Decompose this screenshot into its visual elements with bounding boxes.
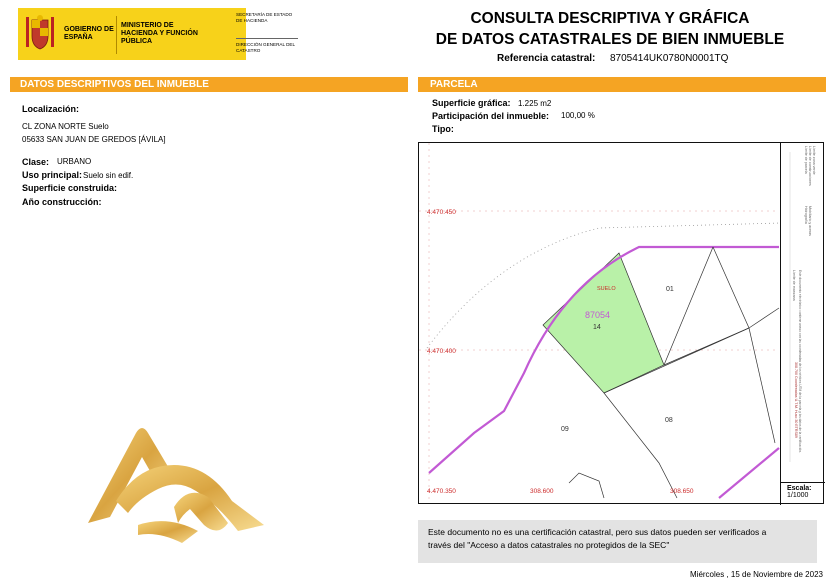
coat-of-arms-icon: [22, 14, 58, 54]
legend-text-4: Hidrografía: [804, 206, 808, 224]
y-label-3: 4.470.350: [427, 488, 456, 495]
direccion-text: DIRECCIÓN GENERAL DEL CATASTRO: [236, 42, 295, 53]
legend-text-7: Este documento electrónico contiene anexo con las coordenadas de los vértices UTM de la parcela y los datos de la certificación.: [798, 270, 802, 453]
superficie-grafica-label: Superficie gráfica:: [432, 98, 511, 108]
notice-box: [418, 520, 817, 563]
y-label-2: 4.470.400: [427, 348, 456, 355]
legend-text-2: Límite de construcciones: [808, 146, 812, 186]
bar-title-a: DATOS DESCRIPTIVOS DEL: [20, 79, 157, 90]
clase-value: URBANO: [57, 157, 92, 166]
x-label-1: 308.600: [530, 488, 554, 495]
gov-line2: MINISTERIO DE HACIENDA Y FUNCIÓN PÚBLICA: [121, 22, 198, 45]
sec-divider: [236, 38, 298, 39]
address-line2: 05633 SAN JUAN DE GREDOS [ÁVILA]: [22, 135, 166, 144]
superficie-construida-label: Superficie construida:: [22, 183, 118, 193]
legend-text-3: Límite zona verde: [812, 146, 816, 175]
escala-label: Escala:: [787, 485, 812, 492]
catastro-logo-icon: [78, 405, 283, 545]
descriptive-data-bar: [10, 77, 408, 92]
legend-text-1: Límite de parcela: [804, 146, 808, 174]
escala-value: 1/1000: [787, 492, 809, 499]
localizacion-label: Localización:: [22, 104, 80, 114]
legend-text-6: Límite de manzana: [792, 270, 796, 301]
page-title: [425, 8, 795, 50]
uso-label: Uso principal:: [22, 170, 83, 180]
legend-text-8: 308.700 Coordenadas U.T.M. Huso 30 ETRS89: [794, 362, 798, 438]
gov-line1: GOBIERNO DE ESPAÑA: [64, 26, 114, 41]
ref-value: 8705414UK0780N0001TQ: [610, 53, 729, 64]
address-line1: CL ZONA NORTE Suelo: [22, 122, 109, 131]
parcel-01-label: 01: [666, 286, 674, 293]
logo-divider: [116, 16, 117, 54]
tipo-label: Tipo:: [432, 124, 454, 134]
parcel-14: [543, 253, 664, 393]
parcel-main-label: 87054: [585, 310, 611, 320]
x-label-2: 308.650: [670, 488, 694, 495]
parcela-bar: PARCELA: [418, 77, 826, 92]
bar-title-b: INMUEBLE: [156, 79, 209, 90]
parcel-main-sub: 14: [593, 324, 601, 331]
notice-line2: través del "Acceso a datos catastrales no protegidos de la SEC": [428, 540, 670, 550]
participacion-value: 100,00 %: [561, 111, 595, 120]
cadastral-map: [418, 142, 824, 504]
clase-label: Clase:: [22, 157, 50, 167]
ano-construccion-label: Año construcción:: [22, 197, 102, 207]
notice-line1: Este documento no es una certificación catastral, pero sus datos pueden ser verificados a: [428, 527, 767, 537]
secretaria-text: SECRETARÍA DE ESTADO DE HACIENDA: [236, 12, 293, 23]
legend-graphic: [781, 142, 825, 482]
footer-date: Miércoles , 15 de Noviembre de 2023: [690, 570, 823, 579]
parcel-08-label: 08: [665, 417, 673, 424]
title-line2: DE DATOS CATASTRALES DE BIEN INMUEBLE: [435, 31, 785, 48]
suelo-label: SUELO: [597, 286, 616, 292]
uso-value: Suelo sin edif.: [83, 171, 134, 180]
map-legend: [780, 142, 825, 482]
ref-label: Referencia catastral:: [497, 53, 596, 64]
map-canvas: [419, 143, 823, 503]
government-logo: [18, 8, 303, 60]
y-label-1: 4.470.450: [427, 209, 456, 216]
superficie-grafica-value: 1.225 m2: [518, 99, 552, 108]
participacion-label: Participación del inmueble:: [432, 111, 550, 121]
legend-text-5: Mobiliario y aceras: [808, 206, 812, 236]
title-line1: CONSULTA DESCRIPTIVA Y GRÁFICA: [470, 10, 750, 27]
parcel-09-label: 09: [561, 426, 569, 433]
escala-box: [780, 482, 825, 505]
